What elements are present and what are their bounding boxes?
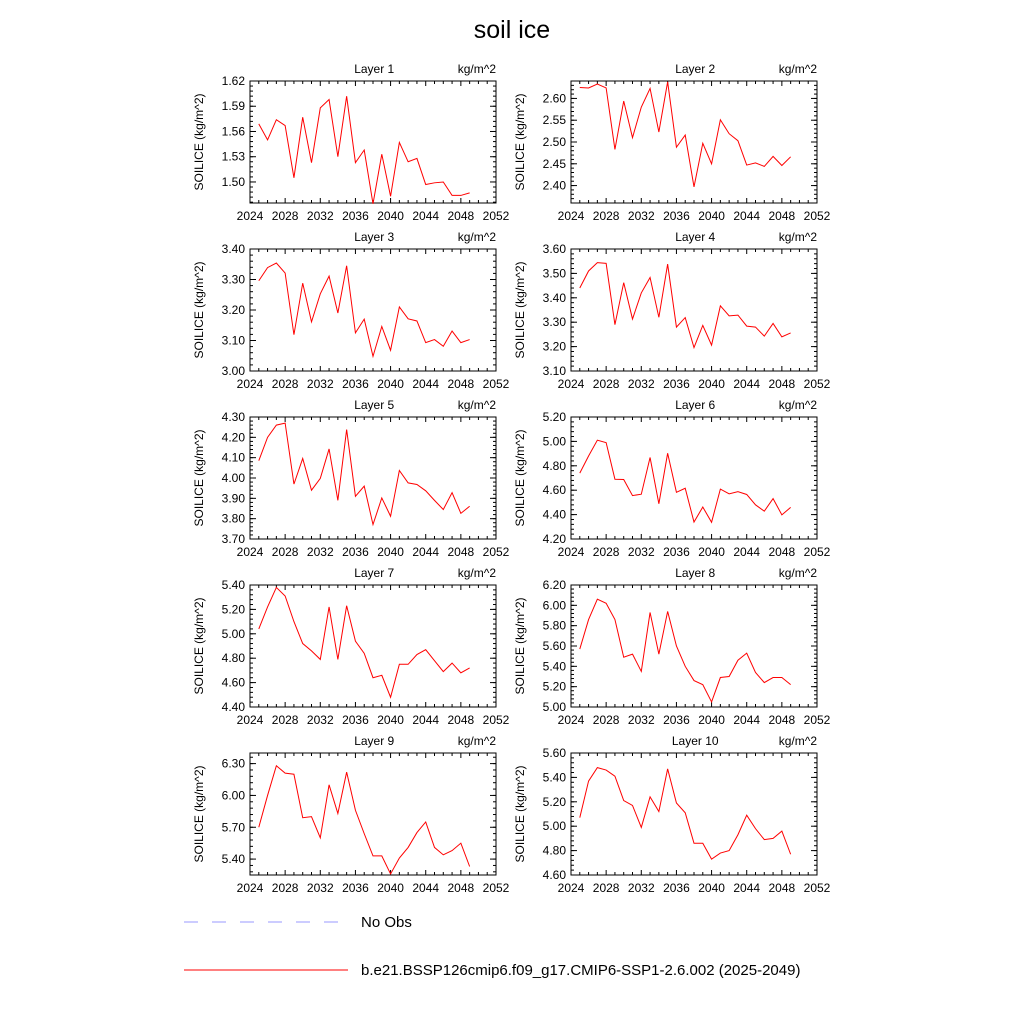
x-tick-label: 2024 xyxy=(236,713,264,727)
panel-title: Layer 9 xyxy=(354,734,395,748)
panel-title: Layer 1 xyxy=(354,62,395,76)
x-tick-label: 2052 xyxy=(482,545,510,559)
x-tick-label: 2036 xyxy=(342,545,369,559)
x-tick-label: 2032 xyxy=(627,713,655,727)
panel-4 xyxy=(513,230,831,391)
x-tick-label: 2044 xyxy=(412,377,440,391)
y-tick-label: 3.00 xyxy=(221,364,245,378)
x-tick-label: 2028 xyxy=(271,713,299,727)
y-tick-label: 6.20 xyxy=(542,578,566,592)
x-tick-label: 2044 xyxy=(412,713,440,727)
x-tick-label: 2024 xyxy=(236,881,264,895)
x-tick-label: 2036 xyxy=(342,713,369,727)
panel-title: Layer 5 xyxy=(354,398,395,412)
plot-frame xyxy=(250,753,496,875)
units-label: kg/m^2 xyxy=(457,566,496,580)
x-tick-label: 2040 xyxy=(698,881,725,895)
y-tick-label: 5.20 xyxy=(542,410,566,424)
y-axis-label: SOILICE (kg/m^2) xyxy=(513,765,527,863)
legend xyxy=(184,914,800,979)
y-tick-label: 4.60 xyxy=(542,483,566,498)
series-line xyxy=(259,263,470,356)
y-tick-label: 5.40 xyxy=(221,852,245,867)
x-tick-label: 2040 xyxy=(377,377,404,391)
x-tick-label: 2052 xyxy=(482,713,510,727)
x-tick-label: 2028 xyxy=(271,545,299,559)
x-tick-label: 2032 xyxy=(627,377,655,391)
x-tick-label: 2024 xyxy=(236,209,264,223)
x-tick-label: 2036 xyxy=(663,545,690,559)
x-tick-label: 2044 xyxy=(412,545,440,559)
panel-title: Layer 3 xyxy=(354,230,395,244)
x-tick-label: 2052 xyxy=(482,881,510,895)
panel-6 xyxy=(513,398,831,559)
x-tick-label: 2032 xyxy=(627,209,655,223)
y-axis-label: SOILICE (kg/m^2) xyxy=(192,597,206,695)
y-tick-label: 4.40 xyxy=(221,700,245,714)
x-tick-label: 2040 xyxy=(377,713,404,727)
y-tick-label: 5.00 xyxy=(542,819,566,834)
panel-title: Layer 6 xyxy=(675,398,716,412)
y-axis-label: SOILICE (kg/m^2) xyxy=(513,429,527,527)
x-tick-label: 2044 xyxy=(733,377,761,391)
x-tick-label: 2044 xyxy=(733,881,761,895)
y-axis-label: SOILICE (kg/m^2) xyxy=(513,597,527,695)
y-axis-label: SOILICE (kg/m^2) xyxy=(513,93,527,191)
y-tick-label: 3.40 xyxy=(221,242,245,256)
x-tick-label: 2024 xyxy=(236,377,264,391)
plot-frame xyxy=(250,249,496,371)
units-label: kg/m^2 xyxy=(778,734,817,748)
y-tick-label: 3.10 xyxy=(221,333,245,348)
x-tick-label: 2044 xyxy=(733,713,761,727)
x-tick-label: 2036 xyxy=(342,881,369,895)
units-label: kg/m^2 xyxy=(457,62,496,76)
y-tick-label: 3.60 xyxy=(542,242,566,256)
panel-10 xyxy=(513,734,831,895)
x-tick-label: 2028 xyxy=(592,377,620,391)
x-tick-label: 2052 xyxy=(803,713,831,727)
series-line xyxy=(580,82,791,187)
y-tick-label: 4.00 xyxy=(221,471,245,485)
y-tick-label: 4.30 xyxy=(221,410,245,424)
y-tick-label: 3.30 xyxy=(221,272,245,287)
y-tick-label: 5.20 xyxy=(542,794,566,809)
y-tick-label: 5.00 xyxy=(221,626,245,641)
y-tick-label: 4.60 xyxy=(221,675,245,690)
y-tick-label: 3.30 xyxy=(542,315,566,330)
units-label: kg/m^2 xyxy=(457,734,496,748)
x-tick-label: 2040 xyxy=(698,713,725,727)
x-tick-label: 2024 xyxy=(557,545,585,559)
x-tick-label: 2052 xyxy=(803,881,831,895)
x-tick-label: 2048 xyxy=(768,377,796,391)
y-tick-label: 5.40 xyxy=(221,578,245,592)
y-tick-label: 4.20 xyxy=(221,430,245,445)
y-tick-label: 3.20 xyxy=(221,303,245,317)
y-axis-label: SOILICE (kg/m^2) xyxy=(192,429,206,527)
x-tick-label: 2048 xyxy=(447,545,475,559)
y-tick-label: 3.50 xyxy=(542,266,566,281)
x-tick-label: 2032 xyxy=(306,881,334,895)
panel-1 xyxy=(192,62,510,223)
y-tick-label: 5.00 xyxy=(542,434,566,449)
series-line xyxy=(580,440,791,522)
x-tick-label: 2040 xyxy=(698,545,725,559)
panel-title: Layer 2 xyxy=(675,62,716,76)
x-tick-label: 2044 xyxy=(412,209,440,223)
x-tick-label: 2052 xyxy=(803,209,831,223)
plot-frame xyxy=(571,249,817,371)
series-line xyxy=(259,96,470,204)
x-tick-label: 2052 xyxy=(482,209,510,223)
x-tick-label: 2040 xyxy=(698,209,725,223)
y-tick-label: 3.10 xyxy=(542,364,566,378)
y-tick-label: 1.53 xyxy=(221,149,245,164)
y-tick-label: 1.56 xyxy=(221,124,245,139)
x-tick-label: 2032 xyxy=(627,545,655,559)
x-tick-label: 2024 xyxy=(557,377,585,391)
x-tick-label: 2048 xyxy=(447,881,475,895)
panel-2 xyxy=(513,62,831,223)
x-tick-label: 2036 xyxy=(663,209,690,223)
series-line xyxy=(580,599,791,702)
x-tick-label: 2024 xyxy=(557,713,585,727)
y-tick-label: 2.45 xyxy=(542,156,566,171)
y-tick-label: 2.40 xyxy=(542,178,566,193)
y-tick-label: 2.60 xyxy=(542,91,566,106)
y-tick-label: 4.80 xyxy=(221,651,245,666)
units-label: kg/m^2 xyxy=(778,398,817,412)
units-label: kg/m^2 xyxy=(778,566,817,580)
y-tick-label: 5.20 xyxy=(221,602,245,617)
y-tick-label: 2.50 xyxy=(542,135,566,149)
y-tick-label: 2.55 xyxy=(542,113,566,128)
x-tick-label: 2040 xyxy=(377,209,404,223)
y-tick-label: 3.40 xyxy=(542,290,566,305)
y-tick-label: 3.80 xyxy=(221,511,245,526)
x-tick-label: 2028 xyxy=(592,209,620,223)
x-tick-label: 2048 xyxy=(768,545,796,559)
x-tick-label: 2024 xyxy=(557,209,585,223)
x-tick-label: 2036 xyxy=(342,209,369,223)
y-tick-label: 4.60 xyxy=(542,868,566,882)
x-tick-label: 2052 xyxy=(803,377,831,391)
plot-frame xyxy=(571,585,817,707)
y-tick-label: 4.80 xyxy=(542,458,566,473)
plot-frame xyxy=(250,585,496,707)
y-tick-label: 5.00 xyxy=(542,700,566,714)
legend-label: b.e21.BSSP126cmip6.f09_g17.CMIP6-SSP1-2.6.002 (2025-2049) xyxy=(361,962,801,979)
panel-title: Layer 10 xyxy=(671,734,719,748)
series-line xyxy=(259,587,470,697)
x-tick-label: 2032 xyxy=(306,713,334,727)
x-tick-label: 2048 xyxy=(447,377,475,391)
series-line xyxy=(259,766,470,874)
units-label: kg/m^2 xyxy=(457,398,496,412)
series-line xyxy=(259,423,470,524)
y-axis-label: SOILICE (kg/m^2) xyxy=(192,261,206,359)
panel-8 xyxy=(513,566,831,727)
units-label: kg/m^2 xyxy=(778,62,817,76)
y-axis-label: SOILICE (kg/m^2) xyxy=(192,765,206,863)
panel-title: Layer 8 xyxy=(675,566,716,580)
y-tick-label: 5.20 xyxy=(542,679,566,694)
y-tick-label: 1.62 xyxy=(221,74,245,88)
plot-frame xyxy=(250,81,496,203)
y-axis-label: SOILICE (kg/m^2) xyxy=(192,93,206,191)
y-axis-label: SOILICE (kg/m^2) xyxy=(513,261,527,359)
x-tick-label: 2032 xyxy=(306,377,334,391)
y-tick-label: 3.70 xyxy=(221,532,245,546)
y-tick-label: 3.90 xyxy=(221,491,245,506)
units-label: kg/m^2 xyxy=(778,230,817,244)
x-tick-label: 2028 xyxy=(271,377,299,391)
x-tick-label: 2024 xyxy=(557,881,585,895)
x-tick-label: 2044 xyxy=(412,881,440,895)
x-tick-label: 2048 xyxy=(447,209,475,223)
series-line xyxy=(580,263,791,348)
y-tick-label: 5.70 xyxy=(221,820,245,835)
y-tick-label: 1.59 xyxy=(221,99,245,114)
x-tick-label: 2028 xyxy=(592,545,620,559)
x-tick-label: 2048 xyxy=(447,713,475,727)
legend-label: No Obs xyxy=(361,914,412,931)
y-tick-label: 3.20 xyxy=(542,339,566,354)
x-tick-label: 2032 xyxy=(306,545,334,559)
y-tick-label: 5.40 xyxy=(542,770,566,785)
y-tick-label: 5.80 xyxy=(542,618,566,633)
y-tick-label: 5.60 xyxy=(542,639,566,653)
y-tick-label: 4.20 xyxy=(542,532,566,546)
x-tick-label: 2032 xyxy=(306,209,334,223)
panel-5 xyxy=(192,398,510,559)
x-tick-label: 2032 xyxy=(627,881,655,895)
x-tick-label: 2024 xyxy=(236,545,264,559)
x-tick-label: 2048 xyxy=(768,713,796,727)
panel-9 xyxy=(192,734,510,895)
series-line xyxy=(580,768,791,860)
x-tick-label: 2052 xyxy=(482,377,510,391)
x-tick-label: 2028 xyxy=(592,881,620,895)
y-tick-label: 5.60 xyxy=(542,746,566,760)
y-tick-label: 6.00 xyxy=(221,788,245,803)
chart-title: soil ice xyxy=(473,16,551,44)
y-tick-label: 5.40 xyxy=(542,659,566,674)
y-tick-label: 4.40 xyxy=(542,507,566,522)
x-tick-label: 2044 xyxy=(733,209,761,223)
x-tick-label: 2036 xyxy=(663,881,690,895)
x-tick-label: 2044 xyxy=(733,545,761,559)
y-tick-label: 1.50 xyxy=(221,174,245,189)
panel-title: Layer 4 xyxy=(675,230,716,244)
units-label: kg/m^2 xyxy=(457,230,496,244)
x-tick-label: 2036 xyxy=(663,713,690,727)
x-tick-label: 2052 xyxy=(803,545,831,559)
panel-7 xyxy=(192,566,510,727)
panel-3 xyxy=(192,230,510,391)
x-tick-label: 2040 xyxy=(377,881,404,895)
x-tick-label: 2048 xyxy=(768,881,796,895)
x-tick-label: 2028 xyxy=(592,713,620,727)
x-tick-label: 2040 xyxy=(377,545,404,559)
x-tick-label: 2036 xyxy=(663,377,690,391)
x-tick-label: 2028 xyxy=(271,209,299,223)
x-tick-label: 2028 xyxy=(271,881,299,895)
x-tick-label: 2036 xyxy=(342,377,369,391)
panel-title: Layer 7 xyxy=(354,566,395,580)
x-tick-label: 2048 xyxy=(768,209,796,223)
y-tick-label: 6.30 xyxy=(221,756,245,771)
y-tick-label: 6.00 xyxy=(542,598,566,613)
x-tick-label: 2040 xyxy=(698,377,725,391)
y-tick-label: 4.10 xyxy=(221,450,245,465)
y-tick-label: 4.80 xyxy=(542,843,566,858)
